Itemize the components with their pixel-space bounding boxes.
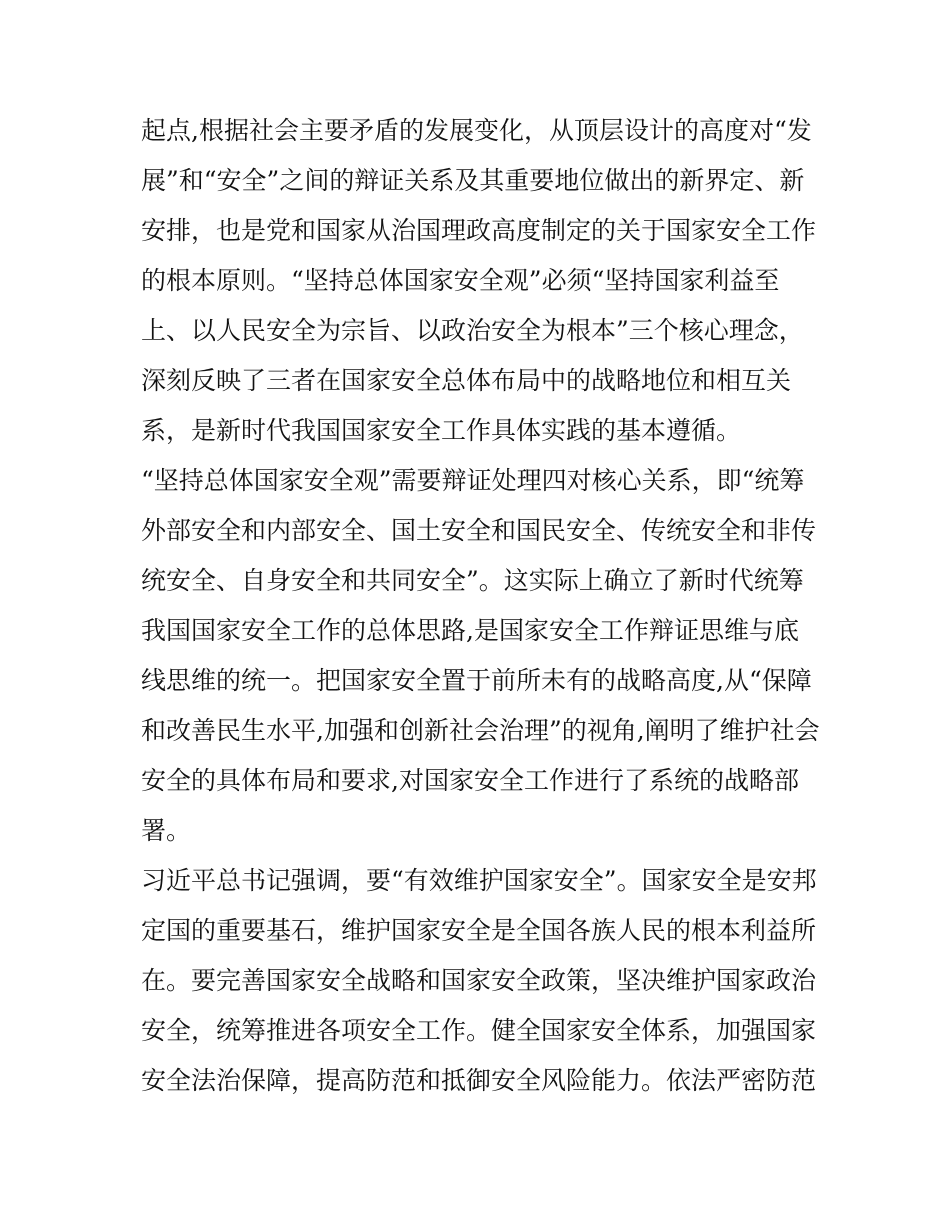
text-line: 起点,根据社会主要矛盾的发展变化，从顶层设计的高度对“发 [141, 116, 812, 145]
text-line: 我国国家安全工作的总体思路,是国家安全工作辩证思维与底 [141, 616, 799, 645]
text-line: 安全法治保障，提高防范和抵御安全风险能力。依法严密防范 [141, 1066, 817, 1095]
text-line: 安排，也是党和国家从治国理政高度制定的关于国家安全工作 [141, 216, 817, 245]
text-line: 在。要完善国家安全战略和国家安全政策，坚决维护国家政治 [141, 966, 817, 995]
text-line: 习近平总书记强调，要“有效维护国家安全”。国家安全是安邦 [141, 866, 817, 895]
text-line: 的根本原则。“坚持总体国家安全观”必须“坚持国家利益至 [141, 266, 780, 295]
text-line: 统安全、自身安全和共同安全”。这实际上确立了新时代统筹 [141, 566, 804, 595]
text-line: 线思维的统一。把国家安全置于前所未有的战略高度,从“保障 [141, 666, 812, 695]
document-text-body [141, 106, 821, 1106]
text-line: 系，是新时代我国国家安全工作具体实践的基本遵循。 [141, 416, 742, 445]
text-line: 外部安全和内部安全、国土安全和国民安全、传统安全和非传 [141, 516, 817, 545]
text-line: 署。 [141, 816, 192, 845]
text-line: 展”和“安全”之间的辩证关系及其重要地位做出的新界定、新 [141, 166, 805, 195]
text-line: 上、以人民安全为宗旨、以政治安全为根本”三个核心理念， [141, 316, 804, 345]
text-line: 安全的具体布局和要求,对国家安全工作进行了系统的战略部 [141, 766, 799, 795]
text-line: 安全，统筹推进各项安全工作。健全国家安全体系，加强国家 [141, 1016, 817, 1045]
text-line: “坚持总体国家安全观”需要辩证处理四对核心关系，即“统筹 [141, 466, 805, 495]
text-line: 和改善民生水平,加强和创新社会治理”的视角,阐明了维护社会 [141, 716, 820, 745]
text-line: 深刻反映了三者在国家安全总体布局中的战略地位和相互关 [141, 366, 792, 395]
text-line: 定国的重要基石，维护国家安全是全国各族人民的根本利益所 [141, 916, 817, 945]
